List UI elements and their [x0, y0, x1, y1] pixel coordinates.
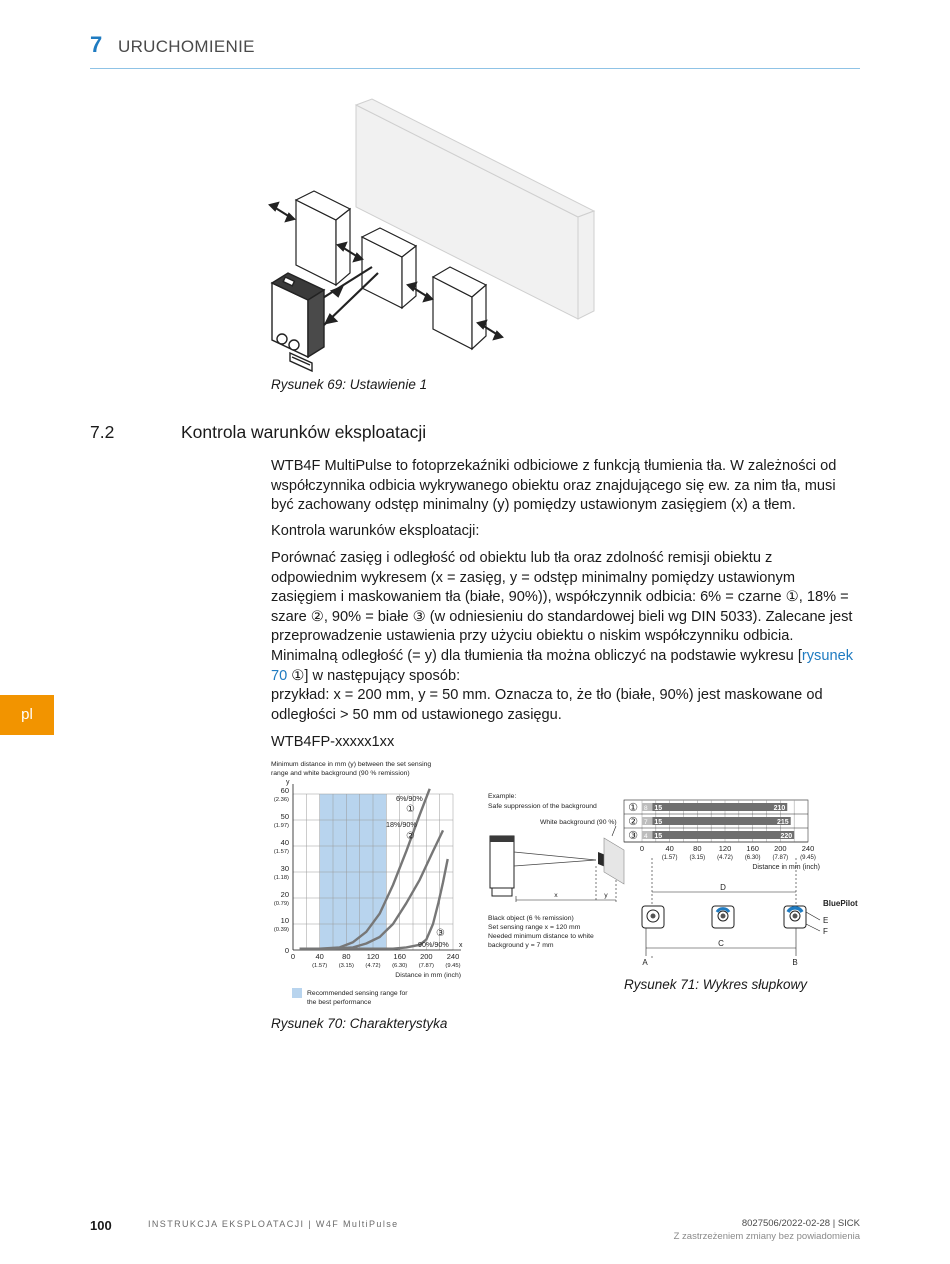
- bar-category-label: ②: [628, 816, 638, 828]
- figure-70-chart: [266, 756, 476, 1012]
- y-distance-label: y: [604, 892, 608, 899]
- note-line4: background y = 7 mm: [488, 942, 554, 949]
- bar-end-value: 215: [777, 819, 789, 826]
- x-tick-inch-label: (3.15): [338, 963, 354, 969]
- bar-x-tick-label: 80: [693, 844, 702, 853]
- x-axis-label: Distance in mm (inch): [395, 972, 461, 979]
- x-tick-inch-label: (1.57): [312, 963, 328, 969]
- bluepilot-diagram: [642, 858, 820, 958]
- x-tick-inch-label: (4.72): [365, 963, 381, 969]
- x-distance-label: x: [554, 892, 558, 899]
- chart-title-line1: Minimum distance in mm (y) between the set sensing: [271, 761, 432, 768]
- bar-start-label: 4: [644, 833, 648, 840]
- language-tab[interactable]: pl: [0, 695, 54, 735]
- chapter-title: URUCHOMIENIE: [118, 37, 255, 56]
- figure-69-caption: Rysunek 69: Ustawienie 1: [271, 377, 428, 392]
- figure-71-caption: Rysunek 71: Wykres słupkowy: [624, 977, 808, 992]
- y-tick-label: 50: [280, 812, 289, 821]
- header-rule: [90, 68, 860, 69]
- y-tick-label: 60: [280, 786, 289, 795]
- white-background-label: White background (90 %): [540, 819, 617, 826]
- section-number: 7.2: [90, 422, 115, 442]
- x-tick-label: 200: [420, 952, 433, 961]
- bar-start-label: 8: [644, 805, 648, 812]
- y-tick-label: 10: [280, 916, 289, 925]
- section-title: Kontrola warunków eksploatacji: [181, 422, 427, 442]
- bar-x-tick-inch-label: (4.72): [717, 855, 733, 861]
- x-tick-inch-label: (9.45): [445, 963, 461, 969]
- model-label: WTB4FP-xxxxx1xx: [271, 734, 395, 750]
- bar-x-tick-inch-label: (1.57): [661, 855, 678, 861]
- body-paragraph-3: [271, 549, 861, 725]
- bar-start-value: 15: [654, 805, 663, 812]
- bluepilot-led-left-icon: [642, 906, 664, 928]
- y-axis-label: y: [286, 779, 290, 786]
- bar-x-tick-inch-label: (6.30): [744, 855, 761, 861]
- legend-line2: the best performance: [307, 999, 372, 1006]
- note-line2: Set sensing range x = 120 mm: [488, 924, 581, 931]
- note-line1: Black object (6 % remission): [488, 915, 574, 922]
- paragraph-3-after-link: ①] w następujący sposób:: [287, 667, 461, 684]
- x-axis-arrow-label: x: [459, 942, 463, 949]
- point-b-label: B: [792, 958, 798, 967]
- series-marker-3: ③: [436, 928, 445, 939]
- bar-x-tick-inch-label: (7.87): [772, 855, 789, 861]
- led-e-label: E: [823, 916, 829, 925]
- y-tick-inch-label: (1.57): [273, 849, 289, 855]
- dimension-d-label: D: [720, 883, 726, 892]
- bar-x-tick-label: 0: [639, 844, 645, 853]
- bluepilot-led-right-icon: [784, 906, 806, 928]
- footer-document-title: INSTRUKCJA EKSPLOATACJI | W4F MultiPulse: [148, 1219, 399, 1229]
- object-box-3: [433, 267, 486, 349]
- y-tick-inch-label: (1.97): [273, 823, 289, 829]
- bar-x-tick-label: 240: [801, 844, 815, 853]
- footer-reference: 8027506/2022-02-28 | SICK: [741, 1218, 860, 1229]
- x-tick-label: 240: [446, 952, 460, 961]
- body-paragraph-2: Kontrola warunków eksploatacji:: [271, 523, 480, 539]
- series-label-1: 6%/90%: [396, 794, 423, 803]
- note-line3: Needed minimum distance to white: [488, 933, 594, 940]
- bar-end-value: 220: [780, 833, 793, 840]
- bar-category-label: ③: [628, 830, 638, 842]
- bar-segment: [652, 817, 790, 825]
- paragraph-3-text: Porównać zasięg i odległość od obiektu lub tła oraz zdolność remisji obiektu z odpowiednim wykresem (x = zasięg, y = odstęp minimalny pomiędzy ustawionym zasięgiem i maskowaniem tła (białe, 90%)), współczynnik odbicia: 6% = czarne ①, 18% = szare ②, 90% = białe ③ (w odniesieniu do standardowej bieli wg DIN 5033). Zalecane jest przeprowadzenie ustawienia przy użyciu obiektu o niskim współczynniku odbicia. Minimalną odległość (= y) dla tłumienia tła można obliczyć na podstawie wykresu [: [271, 550, 853, 664]
- example-subtitle: Safe suppression of the background: [488, 803, 597, 810]
- bar-start-value: 15: [654, 833, 663, 840]
- series-marker-1: ①: [406, 804, 415, 815]
- point-a-label: A: [642, 958, 648, 967]
- body-paragraph-1: WTB4F MultiPulse to fotoprzekaźniki odbiciowe z funkcją tłumienia tła. W zależności od współczynnika odbicia wykrywanego obiektu oraz znajdującego się ew. za nim tła, musi być zachowany odstęp minimalny (y) pomiędzy ustawionym zasięgiem (x) a tłem.: [271, 458, 837, 514]
- dimension-c-label: C: [718, 939, 724, 948]
- bar-segment: [652, 831, 794, 839]
- bar-start-value: 15: [654, 819, 663, 826]
- led-f-label: F: [823, 927, 828, 936]
- series-label-3: 90%/90%: [418, 940, 449, 949]
- bar-x-tick-label: 120: [718, 844, 732, 853]
- y-tick-inch-label: (0.79): [273, 901, 289, 907]
- bar-start-label: 7: [644, 819, 648, 826]
- paragraph-3-example: przykład: x = 200 mm, y = 50 mm. Oznacza to, że tło (białe, 90%) jest maskowane od odległości > 50 mm od ustawionego zasięgu.: [271, 687, 823, 723]
- bar-x-tick-label: 160: [746, 844, 759, 853]
- bar-x-tick-inch-label: (9.45): [800, 855, 816, 861]
- x-tick-label: 160: [393, 952, 406, 961]
- x-tick-label: 120: [366, 952, 380, 961]
- example-label: Example:: [488, 793, 517, 800]
- bluepilot-label: BluePilot: [823, 899, 858, 908]
- y-tick-inch-label: (1.18): [273, 875, 289, 881]
- y-tick-label: 30: [280, 864, 289, 873]
- legend-swatch: [292, 988, 302, 998]
- bar-x-tick-inch-label: (3.15): [689, 855, 706, 861]
- figure-70-caption: Rysunek 70: Charakterystyka: [271, 1016, 448, 1031]
- bluepilot-led-middle-icon: [712, 906, 734, 928]
- figure-71-diagram: [486, 788, 866, 973]
- x-tick-label: 40: [315, 952, 324, 961]
- chart-title-line2: range and white background (90 % remission): [271, 770, 410, 777]
- footer-disclaimer: Z zastrzeżeniem zmiany bez powiadomienia: [673, 1231, 860, 1242]
- bar-x-tick-label: 200: [774, 844, 787, 853]
- y-tick-inch-label: (2.36): [273, 797, 289, 803]
- series-label-2: 18%/90%: [386, 820, 417, 829]
- bar-segment: [652, 803, 787, 811]
- bar-x-tick-label: 40: [665, 844, 674, 853]
- x-tick-label: 0: [290, 952, 296, 961]
- y-tick-label: 20: [280, 890, 289, 899]
- sensor-device: [272, 273, 324, 371]
- figure-69-illustration: [250, 95, 600, 375]
- y-tick-label: 0: [284, 946, 289, 955]
- y-tick-label: 40: [280, 838, 289, 847]
- x-tick-inch-label: (6.30): [392, 963, 408, 969]
- bar-end-value: 210: [773, 805, 786, 812]
- chapter-number: 7: [90, 32, 103, 57]
- x-tick-label: 80: [342, 952, 351, 961]
- y-tick-inch-label: (0.39): [273, 927, 289, 933]
- series-marker-2: ②: [406, 831, 415, 842]
- page-number: 100: [90, 1218, 112, 1233]
- legend-line1: Recommended sensing range for: [307, 990, 408, 997]
- bar-category-label: ①: [628, 802, 638, 814]
- object-box-1: [296, 191, 350, 285]
- bar-x-axis-label: Distance in mm (inch): [752, 864, 820, 871]
- x-tick-inch-label: (7.87): [418, 963, 434, 969]
- figure-70-link[interactable]: rysunek 70: [271, 647, 853, 684]
